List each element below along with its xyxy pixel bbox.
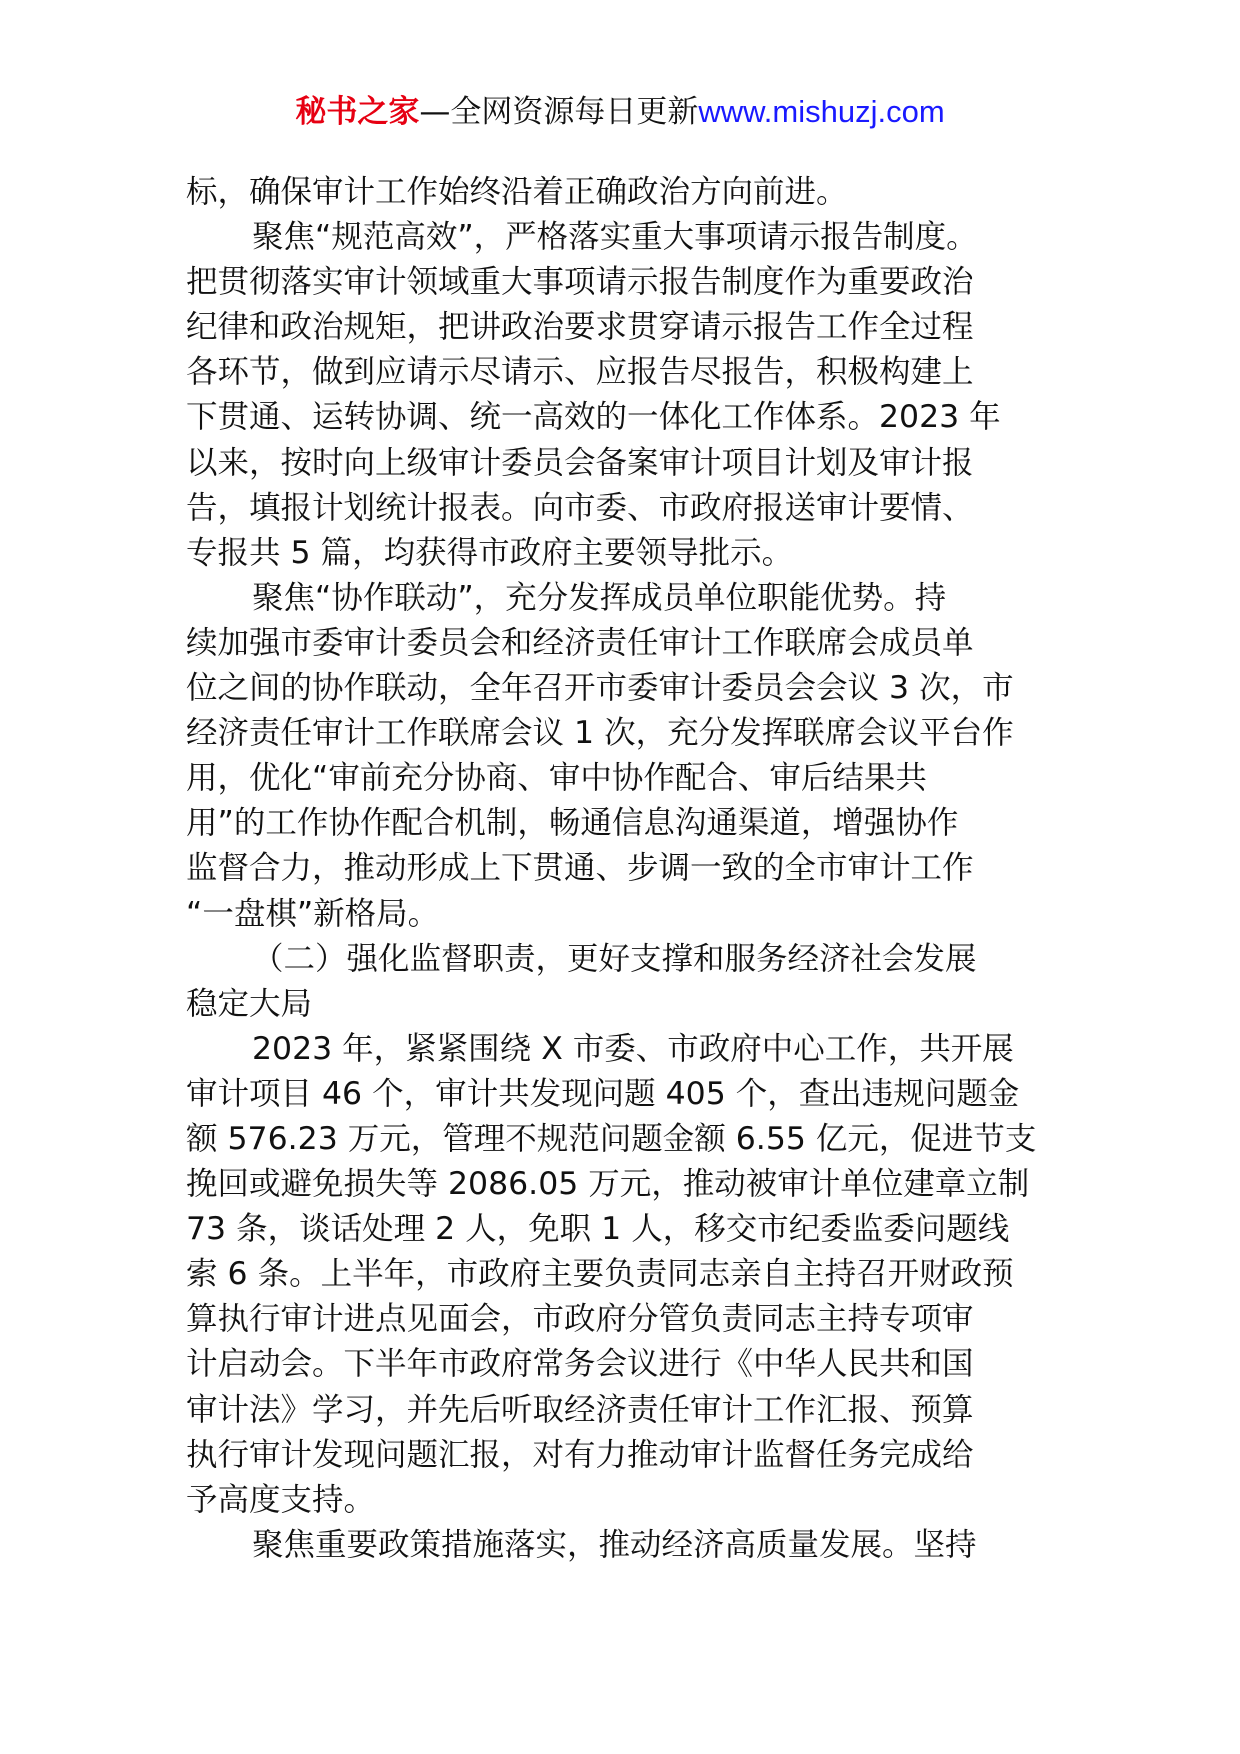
text-line: 经济责任审计工作联席会议 1 次，充分发挥联席会议平台作 xyxy=(186,715,1014,752)
brand-name: 秘书之家 xyxy=(295,94,420,130)
text-line: 聚焦“规范高效”，严格落实重大事项请示报告制度。 xyxy=(252,219,978,256)
text-line: 2023 年，紧紧围绕 X 市委、市政府中心工作，共开展 xyxy=(252,1030,1014,1067)
text-line: 予高度支持。 xyxy=(186,1481,376,1518)
text-line: 聚焦重要政策措施落实，推动经济高质量发展。坚持 xyxy=(252,1526,977,1563)
text-line: 告，填报计划统计报表。向市委、市政府报送审计要情、 xyxy=(186,489,974,526)
section-heading-line: 稳定大局 xyxy=(186,985,313,1022)
text-line: 挽回或避免损失等 2086.05 万元，推动被审计单位建章立制 xyxy=(186,1166,1030,1203)
text-line: 续加强市委审计委员会和经济责任审计工作联席会成员单 xyxy=(186,624,974,661)
text-line: 用，优化“审前充分协商、审中协作配合、审后结果共 xyxy=(186,760,927,797)
document-body xyxy=(186,170,1066,1568)
text-line: “一盘棋”新格局。 xyxy=(186,895,440,932)
text-line: 标，确保审计工作始终沿着正确政治方向前进。 xyxy=(186,174,848,210)
text-line: 各环节，做到应请示尽请示、应报告尽报告，积极构建上 xyxy=(186,354,974,391)
website-link[interactable]: www.mishuzj.com xyxy=(698,94,945,129)
text-line: 73 条，谈话处理 2 人，免职 1 人，移交市纪委监委问题线 xyxy=(186,1211,1010,1248)
text-line: 额 576.23 万元，管理不规范问题金额 6.55 亿元，促进节支 xyxy=(186,1120,1037,1157)
header-slogan: —全网资源每日更新 xyxy=(419,94,699,130)
text-line: 专报共 5 篇，均获得市政府主要领导批示。 xyxy=(186,534,794,571)
text-line: 纪律和政治规矩，把讲政治要求贯穿请示报告工作全过程 xyxy=(186,309,974,346)
text-line: 监督合力，推动形成上下贯通、步调一致的全市审计工作 xyxy=(186,850,974,887)
text-line: 算执行审计进点见面会，市政府分管负责同志主持专项审 xyxy=(186,1301,974,1338)
text-line: 下贯通、运转协调、统一高效的一体化工作体系。2023 年 xyxy=(186,399,1001,436)
text-line: 把贯彻落实审计领域重大事项请示报告制度作为重要政治 xyxy=(186,264,974,301)
text-line: 审计法》学习，并先后听取经济责任审计工作汇报、预算 xyxy=(186,1391,974,1428)
text-line: 执行审计发现问题汇报，对有力推动审计监督任务完成给 xyxy=(186,1436,974,1473)
text-line: 以来，按时向上级审计委员会备案审计项目计划及审计报 xyxy=(186,444,974,481)
site-header xyxy=(0,92,1240,132)
text-line: 聚焦“协作联动”，充分发挥成员单位职能优势。持 xyxy=(252,579,947,616)
section-heading-line: （二）强化监督职责，更好支撑和服务经济社会发展 xyxy=(252,940,977,977)
text-line: 审计项目 46 个，审计共发现问题 405 个，查出违规问题金 xyxy=(186,1075,1020,1112)
text-line: 位之间的协作联动，全年召开市委审计委员会会议 3 次，市 xyxy=(186,670,1014,707)
text-line: 索 6 条。上半年，市政府主要负责同志亲自主持召开财政预 xyxy=(186,1256,1014,1293)
text-line: 计启动会。下半年市政府常务会议进行《中华人民共和国 xyxy=(186,1346,974,1383)
text-line: 用”的工作协作配合机制，畅通信息沟通渠道，增强协作 xyxy=(186,805,959,842)
